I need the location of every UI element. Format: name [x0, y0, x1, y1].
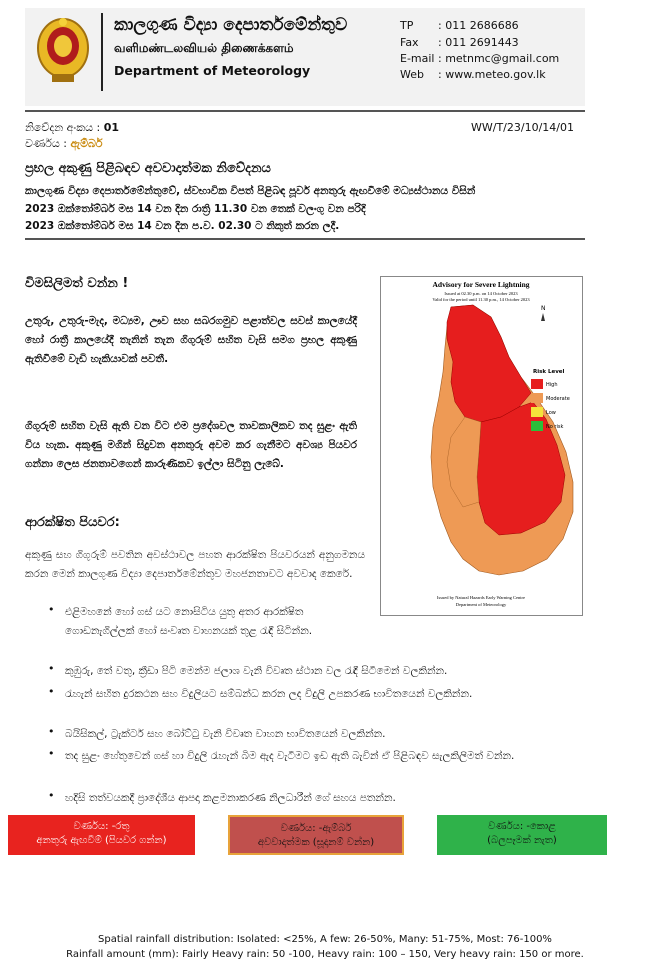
bullet-item-6: හදිසි තත්වයකදී ප්‍රාදේශීය ආපදා කළමනාකරණ නිලධාරීන් ගේ සහය පතන්න.: [65, 792, 396, 804]
header-rule: [25, 110, 585, 112]
north-arrow-icon: N: [541, 305, 546, 312]
header-divider: [101, 13, 103, 91]
bullet-item-4: බයිසිකල්, ට්‍රැක්ටර් සහ බෝට්ටු වැනි විවෘත වාහන භාවිතයෙන් වලකින්න.: [65, 728, 386, 740]
map-issued: Issued at 02.30 p.m. on 14 October 2023: [444, 291, 518, 296]
legend-swatch-moderate: [531, 393, 543, 403]
bullet-dot: •: [48, 685, 55, 698]
notice-level: වර්ණය : ඇම්බර්: [25, 137, 103, 150]
footer-rainfall-distribution: Spatial rainfall distribution: Isolated: <25%, A few: 26-50%, Many: 51-75%, Most: 76-100%: [98, 934, 552, 945]
legend-title: Risk Level: [533, 369, 565, 375]
footer-rainfall-amount: Rainfall amount (mm): Fairly Heavy rain: 50 -100, Heavy rain: 100 – 150, Very heavy rain: 150 or more.: [66, 949, 584, 960]
legend-swatch-low: [531, 407, 543, 417]
level-red-line1: වර්ණය: -රතු: [73, 821, 130, 832]
subtitle-line-1: කාලගුණ විද්‍යා දෙපාර්තමේන්තුවේ, ස්වභාවික විපත් පිළිබඳ පූර්ව අනතුරු ඇඟවීමේ මධ්‍යස්ථානය විසින්: [25, 185, 476, 197]
legend-swatch-norisk: [531, 421, 543, 431]
bullet-dot: •: [48, 725, 55, 738]
bullet-item-2: කුඹුරු, තේ වතු, ක්‍රීඩා පිටි මෙන්ම ජලාශ වැනි විවෘත ස්ථාන වල රැඳී සිටීමෙන් වලකින්න.: [65, 665, 448, 677]
map-title: Advisory for Severe Lightning: [432, 280, 530, 289]
subtitle-line-3: 2023 ඔක්තෝම්බර් මස 14 වන දින ප.ව. 02.30 ට නිකුත් කරන ලදී.: [25, 220, 340, 232]
bullet-dot: •: [48, 662, 55, 675]
legend-label-low: Low: [546, 410, 556, 416]
notice-ref: WW/T/23/10/14/01: [471, 121, 574, 134]
map-credit-2: Department of Meteorology: [455, 602, 507, 607]
contact-fax: Fax : 011 2691443: [400, 36, 519, 49]
title-rule: [25, 238, 585, 240]
paragraph-advice: ගිගුරුම් සහිත වැසි ඇති වන විට එම ප්‍රදේශවල තාවකාලිකව තද සුළං ඇති විය හැක. අකුණු මගින් සිදුවන අනතුරු අවම කර ගැනීමට අවශ්‍ය පියවර ගන්නා ලෙස ජනතාවගෙන් කාරුණිකව ඉල්ලා සිටිනු ලැබේ.: [25, 420, 357, 470]
dept-title-sinhala: කාලගුණ විද්‍යා දෙපාර්තමේන්තුව: [114, 15, 348, 35]
subtitle-line-2: 2023 ඔක්තෝම්බර් මස 14 වන දින රාත්‍රි 11.30 වන තෙක් වලංගු වන පරිදි: [25, 203, 366, 215]
level-green-line2: (බලපෑමක් නැත): [487, 835, 557, 846]
contact-web: Web : www.meteo.gov.lk: [400, 68, 546, 81]
level-box-green: [437, 815, 607, 855]
north-arrow: [541, 313, 545, 321]
safety-intro: අකුණු සහ ගිගුරුම් පවතින අවස්ථාවල පහත ආරක්ෂිත පියවරයන් අනුගමනය කරන මෙන් කාලගුණ විද්‍යා දෙපාර්තමේන්තුව මහජනතාවට අවවාද කෙරේ.: [25, 549, 365, 580]
bullet-item-1: එළිමහනේ හෝ ගස් යට නොසිටිය යුතු අතර ආරක්ෂිත ගොඩනැගිල්ලක් හෝ සංවෘත වාහනයක් තුළ රැඳී සිටින්න.: [65, 606, 313, 637]
notice-title: ප්‍රභල අකුණු පිළිබඳව අවවාදාත්මක නිවේදනය: [25, 161, 271, 176]
dept-title-tamil: வளிமண்டலவியல் திணைக்களம்: [114, 41, 294, 55]
legend-label-norisk: No risk: [546, 424, 564, 430]
bullet-item-5: තද සුළං හේතුවෙන් ගස් හා විදුලි රැහැන් බිම ඇද වැටීමට ඉඩ ඇති බැවින් ඒ පිළිබඳව සැලකිලිමත් වන්න.: [65, 750, 515, 762]
map-credit-1: Issued by Natural Hazards Early Warning Centre: [436, 595, 526, 600]
legend-label-high: High: [546, 382, 558, 388]
notice-number: නිවේදන අංකය : 01: [25, 121, 120, 134]
level-box-amber: [228, 815, 404, 855]
national-emblem-icon: [34, 14, 92, 86]
bullet-dot: •: [48, 747, 55, 760]
paragraph-forecast: උතුරු, උතුරු-මැද, මධ්‍යම, ඌව සහ සබරගමුව පළාත්වල සවස් කාලයේදී හෝ රාත්‍රී කාලයේදී තැනින් තැන ගිගුරුම් සහිත වැසි සමග ප්‍රභල අකුණු ඇතිවීමේ වැඩි හැකියාවක් පවතී.: [25, 315, 357, 365]
legend-label-moderate: Moderate: [546, 396, 570, 402]
level-amber-line1: වර්ණය: -ඇම්බර්: [280, 823, 352, 834]
level-box-red: [8, 815, 195, 855]
level-amber-line2: අවවාදාත්මක (සූදානම් වන්න): [257, 837, 375, 848]
north-high-risk-region: [447, 305, 531, 422]
bullet-dot: •: [48, 603, 55, 616]
contact-tp: TP : 011 2686686: [400, 19, 519, 32]
level-green-line1: වර්ණය: -කොළ: [488, 821, 556, 832]
contact-email: E-mail : metnmc@gmail.com: [400, 52, 560, 65]
level-red-line2: අනතුරු ඇඟවීම් (පියවර ගන්න): [36, 835, 167, 846]
bullet-item-3: රැහැන් සහිත දුරකථන සහ විදුලියට සම්බන්ධ කරන ලද විදුලි උපකරණ භාවිතයෙන් වලකින්න.: [65, 688, 473, 700]
safety-heading: ආරක්ෂිත පියවර:: [25, 515, 120, 530]
alert-heading: විමසිලිමත් වන්න !: [25, 276, 129, 291]
lightning-risk-map: [380, 276, 583, 616]
bullet-dot: •: [48, 789, 55, 802]
dept-title-english: Department of Meteorology: [114, 63, 311, 78]
legend-swatch-high: [531, 379, 543, 389]
map-valid: Valid for the period until 11.30 p.m., 14 October 2023: [432, 297, 530, 302]
